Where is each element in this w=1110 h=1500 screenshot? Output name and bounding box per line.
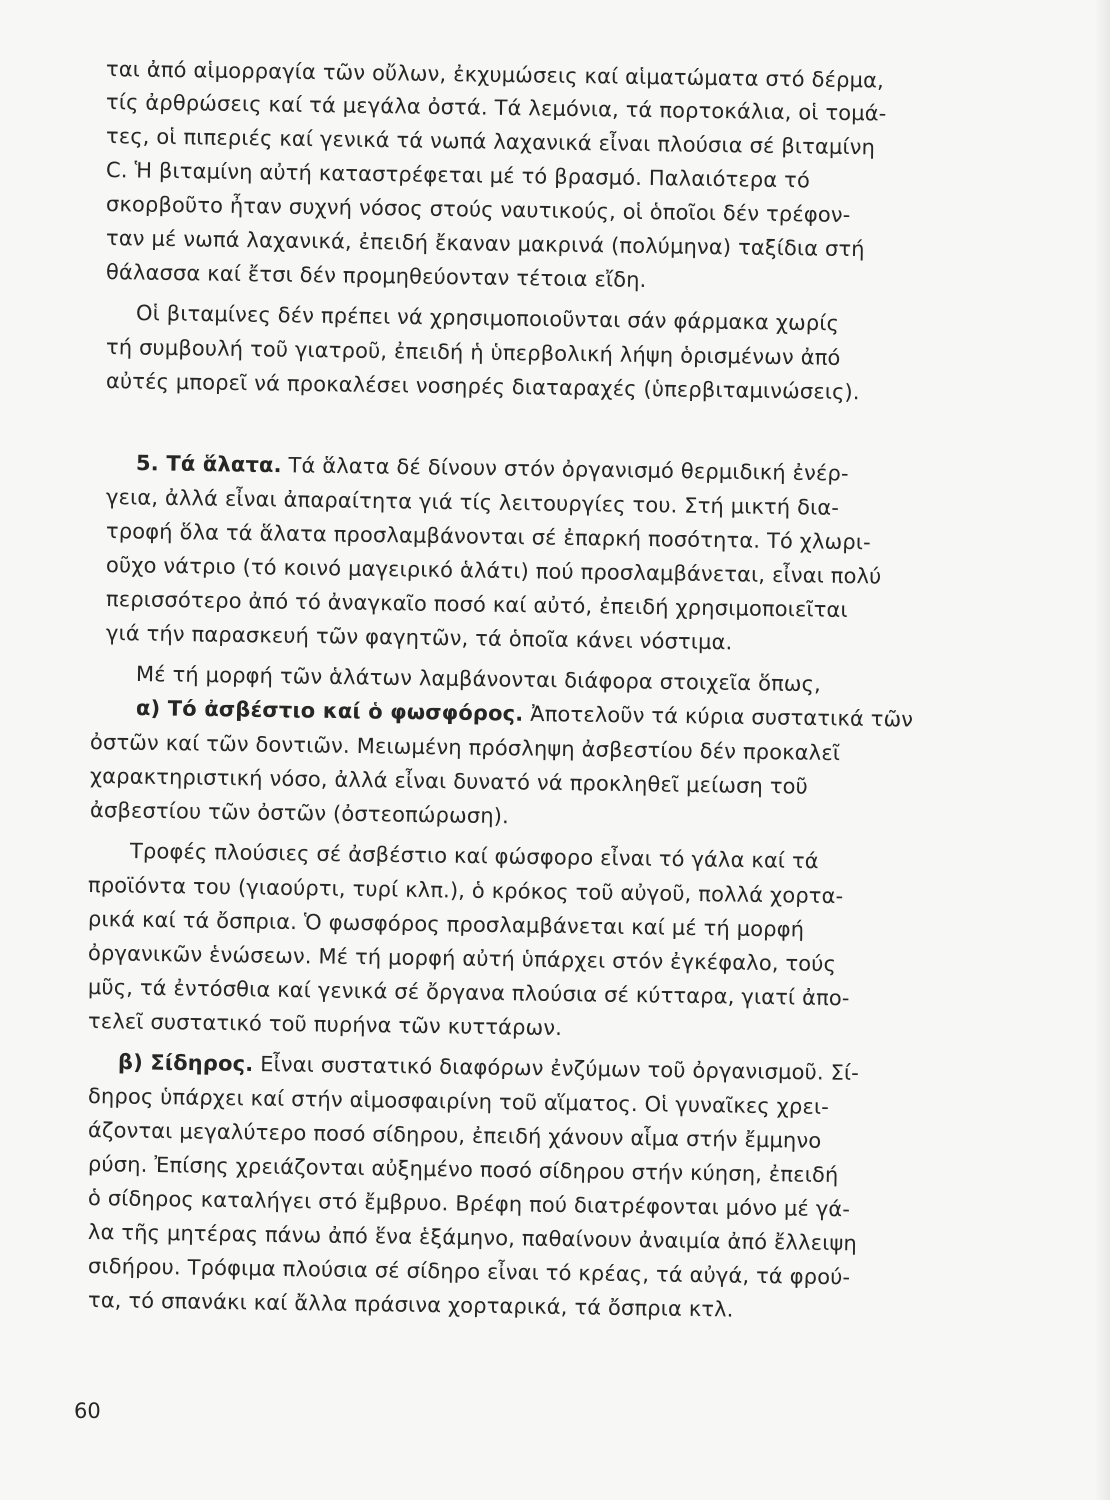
- text-line: Ἀποτελοῦν τά κύρια συστατικά τῶν: [530, 701, 914, 732]
- text-line: ὀστῶν καί τῶν δοντιῶν. Μειωμένη πρόσληψη ἀσβεστίου δέν προκαλεῖ: [89, 730, 841, 766]
- text-line: C. Ἡ βιταμίνη αὐτή καταστρέφεται μέ τό βρασμό. Παλαιότερα τό: [105, 158, 811, 193]
- subsection-a-heading: α) Τό ἀσβέστιο καί ὁ φωσφόρος.: [135, 696, 524, 726]
- text-line: άζονται μεγαλύτερο ποσό σίδηρου, ἐπειδή χάνουν αἷμα στήν ἔμμηνο: [87, 1118, 822, 1153]
- text-line: ρύση. Ἐπίσης χρειάζονται αὐξημένο ποσό σίδηρου στήν κύηση, ἐπειδή: [87, 1152, 839, 1188]
- page-spine-shadow: [1094, 0, 1110, 1500]
- subsection-a-first-line: [136, 695, 914, 733]
- text-line: προϊόντα του (γιαούρτι, τυρί κλπ.), ὁ κρόκος τοῦ αὐγοῦ, πολλά χορτα-: [87, 873, 844, 909]
- text-line: γεια, ἀλλά εἶναι ἀπαραίτητα γιά τίς λειτουργίες του. Στή μικτή δια-: [105, 485, 840, 520]
- text-line: Τροφές πλούσιες σέ ἀσβέστιο καί φώσφορο εἶναι τό γάλα καί τά: [129, 839, 819, 874]
- text-line: περισσότερο ἀπό τό ἀναγκαῖο ποσό καί αὐτό, ἐπειδή χρησιμοποιεῖται: [105, 587, 848, 623]
- text-line: ἀσβεστίου τῶν ὀστῶν (ὀστεοπώρωση).: [89, 798, 510, 829]
- text-line: τελεῖ συστατικό τοῦ πυρήνα τῶν κυττάρων.: [87, 1009, 563, 1041]
- subsection-b-first-line: [118, 1049, 859, 1086]
- text-line: τή συμβουλή τοῦ γιατροῦ, ἐπειδή ἡ ὑπερβολική λήψη ὁρισμένων ἀπό: [105, 335, 841, 370]
- text-line: Μέ τή μορφή τῶν ἁλάτων λαμβάνονται διάφορα στοιχεῖα ὅπως,: [135, 662, 822, 697]
- text-line: τροφή ὅλα τά ἅλατα προσλαμβάνονται σέ ἐπαρκή ποσότητα. Τό χλωρι-: [105, 519, 871, 555]
- text-line: λα τῆς μητέρας πάνω ἀπό ἕνα ἑξάμηνο, παθαίνουν ἀναιμία ἀπό ἔλλειψη: [87, 1220, 858, 1256]
- text-line: οῦχο νάτριο (τό κοινό μαγειρικό ἁλάτι) πού προσλαμβάνεται, εἶναι πολύ: [105, 553, 882, 589]
- section-5-first-line: [136, 450, 849, 487]
- text-line: γιά τήν παρασκευή τῶν φαγητῶν, τά ὁποῖα κάνει νόστιμα.: [105, 621, 733, 655]
- text-line: χαρακτηριστική νόσο, ἀλλά εἶναι δυνατό νά προκληθεῖ μείωση τοῦ: [89, 764, 809, 799]
- text-line: τες, οἱ πιπεριές καί γενικά τά νωπά λαχανικά εἶναι πλούσια σέ βιταμίνη: [105, 124, 876, 160]
- text-line: Τά ἅλατα δέ δίνουν στόν ὀργανισμό θερμιδική ἐνέρ-: [288, 453, 849, 486]
- text-line: ὁ σίδηρος καταλήγει στό ἔμβρυο. Βρέφη πού διατρέφονται μόνο μέ γά-: [87, 1186, 851, 1222]
- text-line: ται ἀπό αἱμορραγία τῶν οὔλων, ἐκχυμώσεις καί αἱματώματα στό δέρμα,: [105, 57, 885, 93]
- text-line: σκορβοῦτο ἦταν συχνή νόσος στούς ναυτικούς, οἱ ὁποῖοι δέν τρέφον-: [105, 192, 851, 228]
- text-line: θάλασσα καί ἔτσι δέν προμηθεύονταν τέτοια εἴδη.: [105, 260, 647, 293]
- text-line: τα, τό σπανάκι καί ἄλλα πράσινα χορταρικά, τά ὄσπρια κτλ.: [87, 1288, 734, 1322]
- text-line: ταν μέ νωπά λαχανικά, ἐπειδή ἔκαναν μακρινά (πολύμηνα) ταξίδια στή: [105, 226, 865, 262]
- subsection-b-heading: β) Σίδηρος.: [117, 1050, 254, 1077]
- page-number: 60: [74, 1399, 101, 1423]
- text-line: Οἱ βιταμίνες δέν πρέπει νά χρησιμοποιοῦνται σάν φάρμακα χωρίς: [135, 301, 840, 336]
- text-line: ὀργανικῶν ἑνώσεων. Μέ τή μορφή αὐτή ὑπάρχει στόν ἐγκέφαλο, τούς: [87, 941, 837, 977]
- text-line: αὐτές μπορεῖ νά προκαλέσει νοσηρές διαταραχές (ὑπερβιταμινώσεις).: [105, 369, 860, 405]
- section-5-heading: 5. Τά ἅλατα.: [135, 451, 282, 478]
- text-line: ρικά καί τά ὄσπρια. Ὁ φωσφόρος προσλαμβάνεται καί μέ τή μορφή: [87, 907, 805, 942]
- text-line: τίς ἀρθρώσεις καί τά μεγάλα ὀστά. Τά λεμόνια, τά πορτοκάλια, οἱ τομά-: [105, 90, 887, 126]
- text-line: σιδήρου. Τρόφιμα πλούσια σέ σίδηρο εἶναι τό κρέας, τά αὐγά, τά φρού-: [87, 1254, 851, 1290]
- text-line: δηρος ὑπάρχει καί στήν αἱμοσφαιρίνη τοῦ αἵματος. Οἱ γυναῖκες χρει-: [87, 1084, 830, 1119]
- text-line: μῦς, τά ἐντόσθια καί γενικά σέ ὄργανα πλούσια σέ κύτταρα, γιατί ἀπο-: [87, 975, 850, 1011]
- text-line: Εἶναι συστατικό διαφόρων ἐνζύμων τοῦ ὀργανισμοῦ. Σί-: [260, 1052, 860, 1085]
